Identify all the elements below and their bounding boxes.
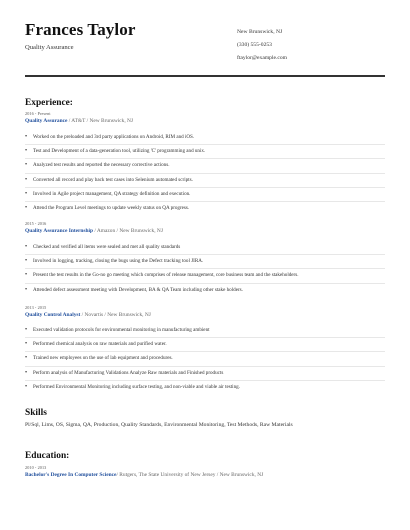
bullet-icon: • bbox=[25, 204, 28, 211]
list-item: • Worked on the preloaded and 3rd party applications on Android, RIM and iOS. bbox=[25, 131, 385, 145]
job-1-bullets bbox=[25, 131, 385, 215]
education-school: / Rutgers, The State University of New Jersey / New Brunswick, NJ bbox=[116, 472, 264, 478]
list-item: • Attend the Program Level meetings to update weekly status on QA progress. bbox=[25, 202, 385, 215]
job-3-company: / Novartis / New Brunswick, NJ bbox=[80, 312, 151, 318]
list-item: • Attended defect assessment meeting with Development, BA & QA Team including other stake holders. bbox=[25, 284, 385, 297]
job-2-role: Quality Assurance Internship bbox=[25, 228, 93, 234]
bullet-icon: • bbox=[25, 286, 28, 293]
job-2-company: / Amazon / New Brunswick, NJ bbox=[93, 228, 163, 234]
list-item: • Present the test results in the Go-no go meeting which comprises of release management, core business team and the stakeholders. bbox=[25, 269, 385, 283]
list-item: • Involved in Agile project management, QA strategy definition and execution. bbox=[25, 188, 385, 202]
job-1-company: / AT&T / New Brunswick, NJ bbox=[67, 118, 134, 124]
bullet-icon: • bbox=[25, 341, 28, 348]
bullet-icon: • bbox=[25, 162, 28, 169]
job-2-bullets bbox=[25, 241, 385, 297]
bullet-icon: • bbox=[25, 327, 28, 333]
skills-list: Pl/Sql, Lims, OS, Sigma, QA, Production, Quality Standards, Environmental Monitoring, Test Methods, Raw Materials bbox=[25, 422, 293, 428]
education-entry bbox=[25, 472, 263, 478]
job-1-dates: 2016 - Present bbox=[25, 111, 51, 116]
bullet-icon: • bbox=[25, 244, 28, 250]
job-3-bullets bbox=[25, 324, 385, 394]
contact-location: New Brunswick, NJ bbox=[237, 29, 283, 35]
education-degree: Bachelor's Degree In Computer Science bbox=[25, 472, 117, 478]
job-1-role: Quality Assurance bbox=[25, 118, 68, 124]
contact-phone: (330) 555-0253 bbox=[237, 42, 272, 48]
list-item: • Test and Development of a data-generation tool, utilizing 'C' programming and unix. bbox=[25, 145, 385, 159]
list-item: • Trained new employees on the use of lab equipment and procedures. bbox=[25, 352, 385, 366]
bullet-icon: • bbox=[25, 383, 28, 390]
job-2-dates: 2015 - 2016 bbox=[25, 221, 47, 226]
list-item: • Converted all record and play back test cases into Selenium automated scripts. bbox=[25, 174, 385, 188]
candidate-name: Frances Taylor bbox=[25, 20, 136, 39]
list-item: • Perform analysis of Manufacturing Validations Analyze Raw materials and Finished products bbox=[25, 367, 385, 381]
bullet-icon: • bbox=[25, 134, 28, 140]
bullet-icon: • bbox=[25, 176, 28, 183]
candidate-title: Quality Assurance bbox=[25, 44, 74, 51]
list-item: • Performed Environmental Monitoring including surface testing, and non-viable and viable air testing. bbox=[25, 381, 385, 394]
list-item: • Performed chemical analysis on raw materials and purified water. bbox=[25, 338, 385, 352]
job-1-header bbox=[25, 118, 133, 124]
list-item: • Analyzed test results and reported the necessary corrective actions. bbox=[25, 159, 385, 173]
bullet-icon: • bbox=[25, 190, 28, 197]
list-item: • Checked and verified all items were sealed and met all quality standards bbox=[25, 241, 385, 255]
job-3-role: Quality Control Analyst bbox=[25, 312, 81, 318]
job-2-header bbox=[25, 228, 163, 234]
education-dates: 2010 - 2013 bbox=[25, 465, 47, 470]
header-divider bbox=[25, 75, 385, 77]
list-item: • Executed validation protocols for environmental monitoring in manufacturing ambient bbox=[25, 324, 385, 338]
contact-email[interactable]: ftaylor@example.com bbox=[237, 55, 288, 61]
bullet-icon: • bbox=[25, 369, 28, 376]
bullet-icon: • bbox=[25, 272, 28, 279]
experience-heading: Experience: bbox=[25, 98, 73, 108]
job-3-header bbox=[25, 312, 151, 318]
job-3-dates: 2013 - 2015 bbox=[25, 305, 47, 310]
bullet-icon: • bbox=[25, 148, 28, 155]
bullet-icon: • bbox=[25, 355, 28, 362]
list-item: • Involved in logging, tracking, closing the bugs using the Defect tracking tool JIRA. bbox=[25, 255, 385, 269]
education-heading: Education: bbox=[25, 451, 70, 461]
bullet-icon: • bbox=[25, 258, 28, 265]
skills-heading: Skills bbox=[25, 408, 47, 418]
